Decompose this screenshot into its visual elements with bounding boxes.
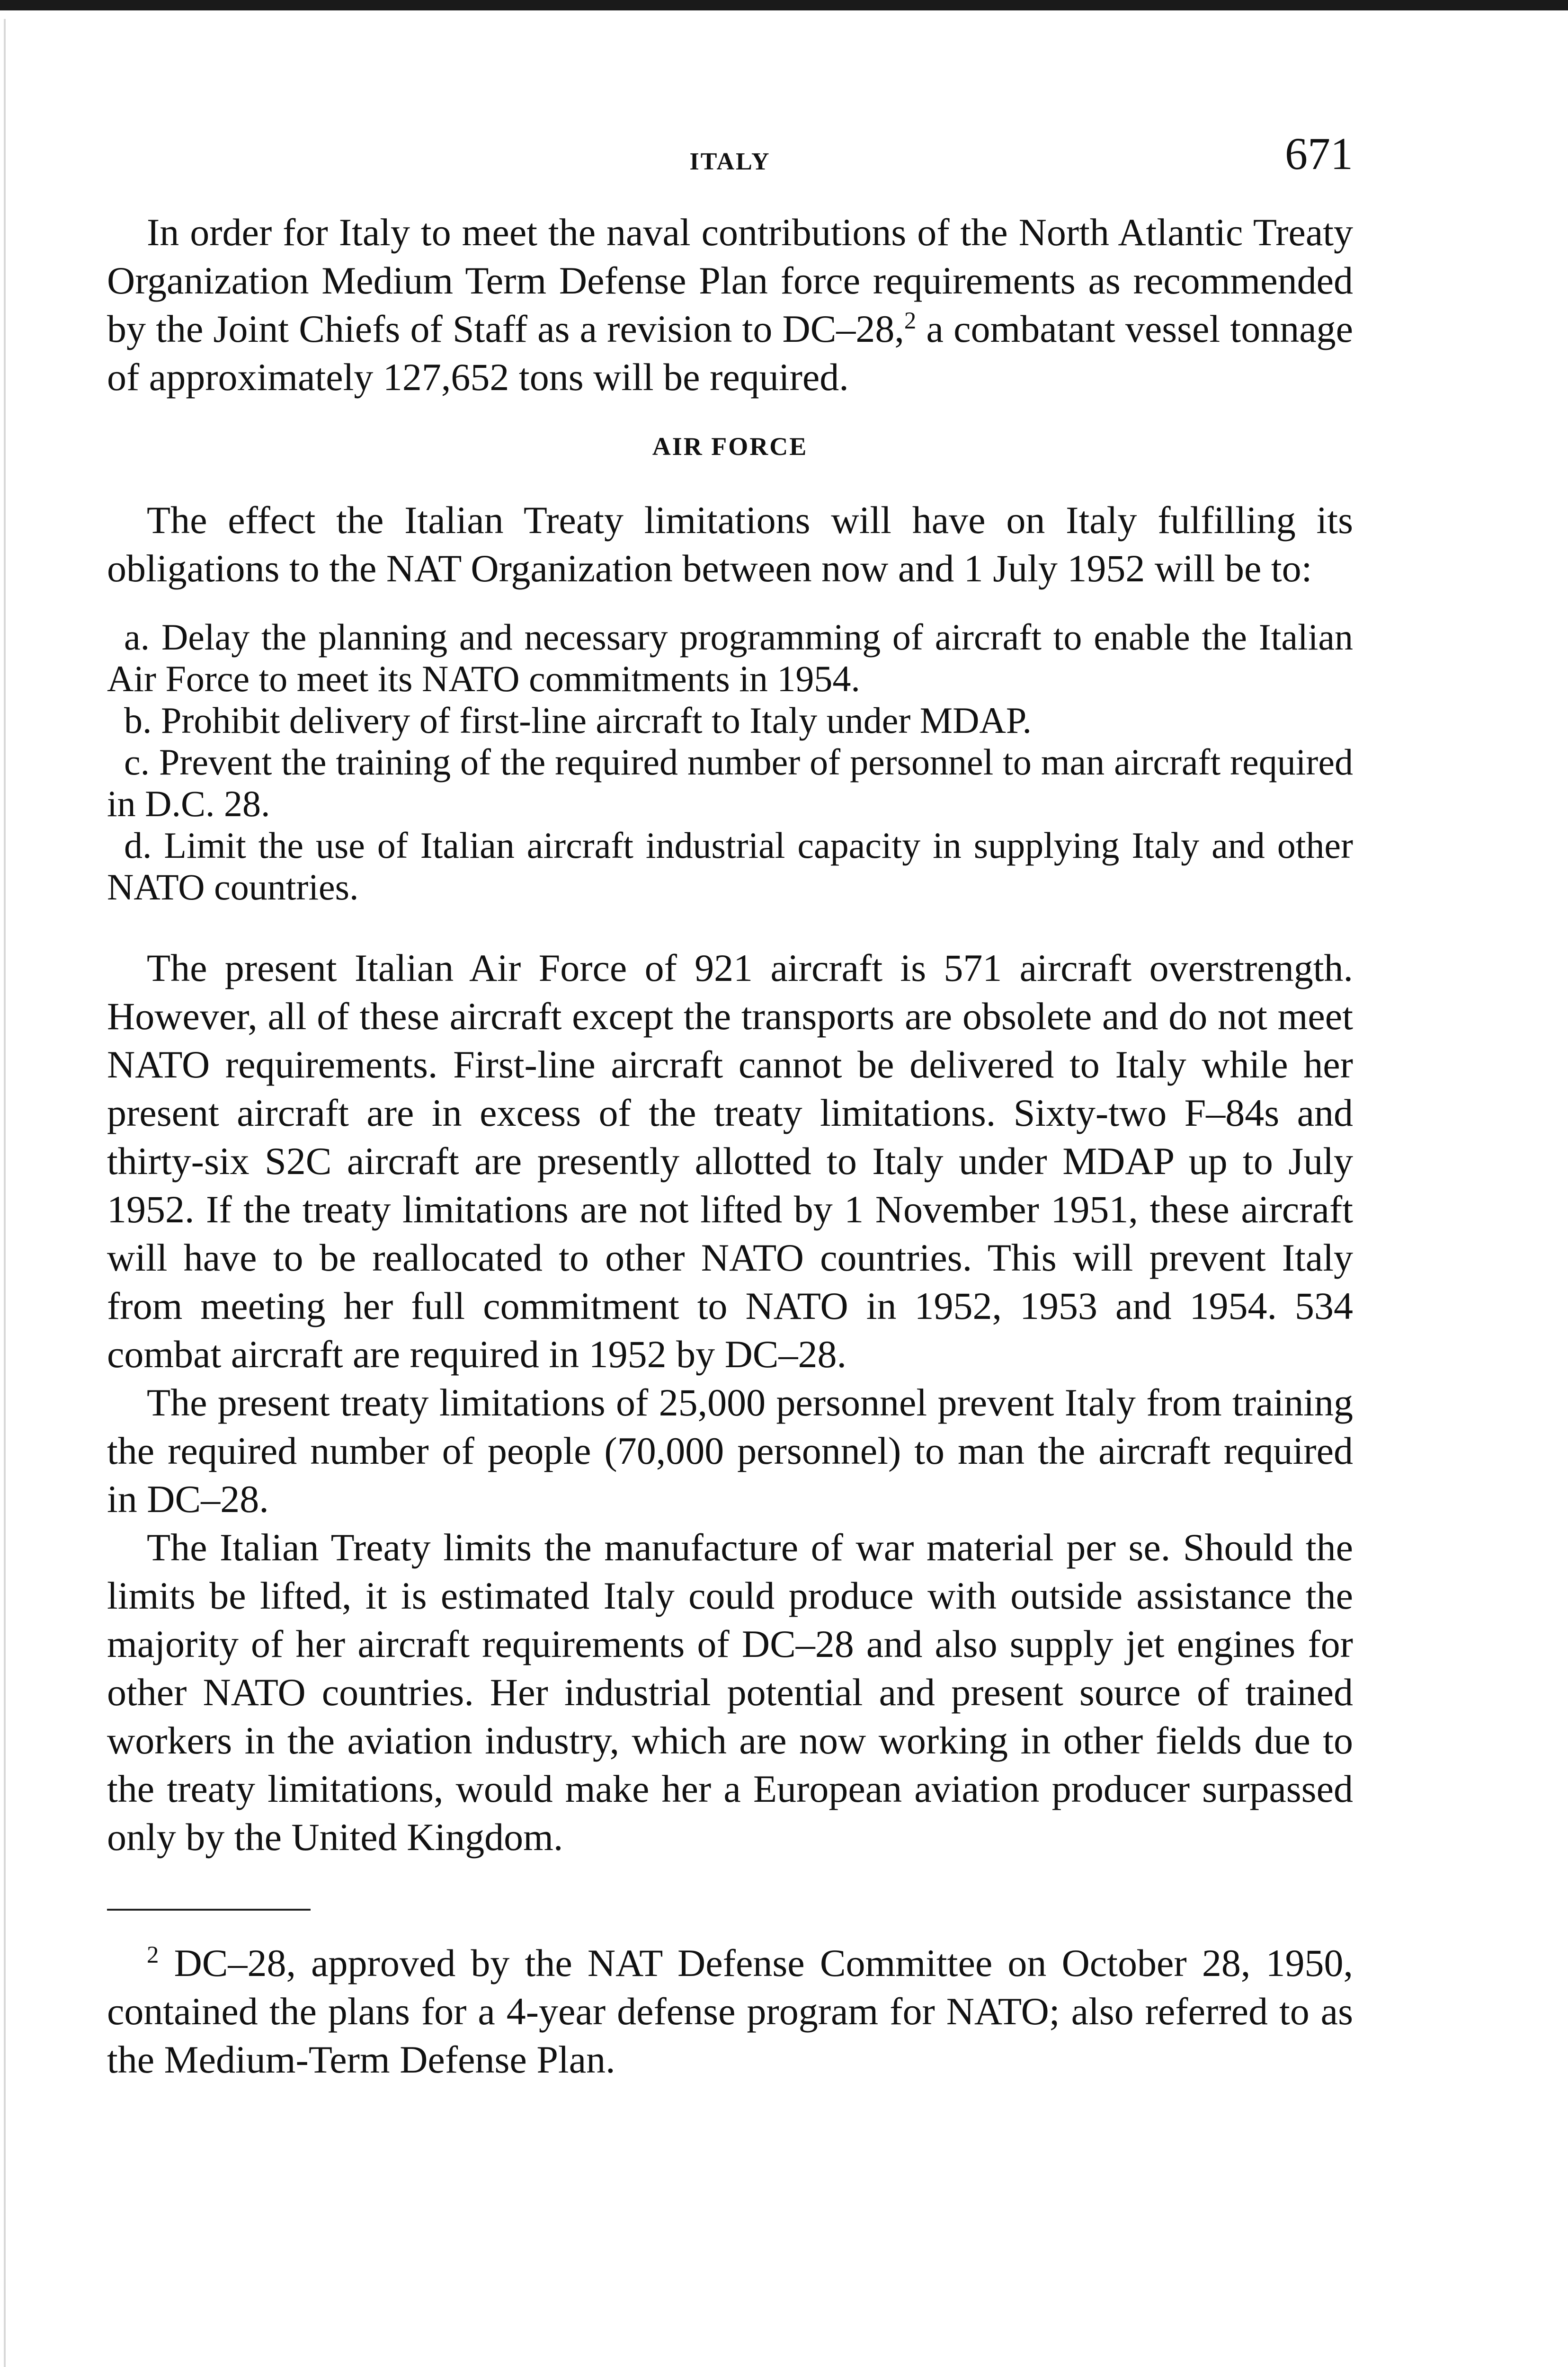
footnote-reference: 2 bbox=[904, 307, 917, 334]
overstrength-paragraph: The present Italian Air Force of 921 aircraft is 571 aircraft overstrength. However, all of these aircraft except the transports are obsolete and do not meet NATO requirements. First-line aircraft cannot be delivered to Italy while her present aircraft are in excess of the treaty limitations. Sixty-two F–84s and thirty-six S2C aircraft are presently allotted to Italy under MDAP up to July 1952. If the treaty limitations are not lifted by 1 November 1951, these aircraft will have to be reallocated to other NATO countries. This will prevent Italy from meeting her full commitment to NATO in 1952, 1953 and 1954. 534 combat aircraft are required in 1952 by DC–28. bbox=[107, 946, 1353, 1376]
list-item: a. Delay the planning and necessary programming of aircraft to enable the Italian Air Force to meet its NATO commitments in 1954. bbox=[107, 616, 1353, 699]
list-item: b. Prohibit delivery of first-line aircraft to Italy under MDAP. bbox=[124, 700, 1032, 741]
naval-paragraph bbox=[107, 208, 1353, 401]
naval-paragraph-tail: a combatant vessel tonnage of approximately 127,652 tons will be required. bbox=[107, 307, 1353, 399]
left-page-edge bbox=[4, 19, 6, 2367]
document-page bbox=[107, 0, 1353, 2367]
manufacture-paragraph: The Italian Treaty limits the manufacture of war material per se. Should the limits be lifted, it is estimated Italy could produce with outside assistance the majority of her aircraft requirements of DC–28 and also supply jet engines for other NATO countries. Her industrial potential and present source of trained workers in the aviation industry, which are now working in other fields due to the treaty limitations, would make her a European aviation producer surpassed only by the United Kingdom. bbox=[107, 1526, 1353, 1859]
footnote-divider bbox=[107, 1909, 311, 1911]
page-number: 671 bbox=[1285, 128, 1353, 179]
effects-list bbox=[107, 616, 1353, 908]
footnote bbox=[107, 1939, 1353, 2084]
personnel-paragraph: The present treaty limitations of 25,000 personnel prevent Italy from training the required number of people (70,000 personnel) to man the aircraft required in DC–28. bbox=[107, 1381, 1353, 1521]
running-title: ITALY bbox=[689, 148, 771, 175]
naval-paragraph-text: In order for Italy to meet the naval contributions of the North Atlantic Treaty Organization Medium Term Defense Plan force requirements as recommended by the Joint Chiefs of Staff as a revision to DC–28, bbox=[107, 211, 1353, 350]
air-force-intro: The effect the Italian Treaty limitations will have on Italy fulfilling its obligations to the NAT Organization between now and 1 July 1952 will be to: bbox=[107, 498, 1353, 590]
section-heading-air-force: AIR FORCE bbox=[652, 432, 808, 461]
footnote-text: DC–28, approved by the NAT Defense Committee on October 28, 1950, contained the plans for a 4-year defense program for NATO; also referred to as the Medium-Term Defense Plan. bbox=[107, 1941, 1353, 2081]
list-item: c. Prevent the training of the required number of personnel to man aircraft required in D.C. 28. bbox=[107, 741, 1353, 824]
footnote-marker: 2 bbox=[147, 1941, 159, 1968]
running-head bbox=[107, 128, 1353, 180]
body-text bbox=[107, 208, 1353, 2084]
list-item: d. Limit the use of Italian aircraft industrial capacity in supplying Italy and other NATO countries. bbox=[107, 825, 1353, 908]
